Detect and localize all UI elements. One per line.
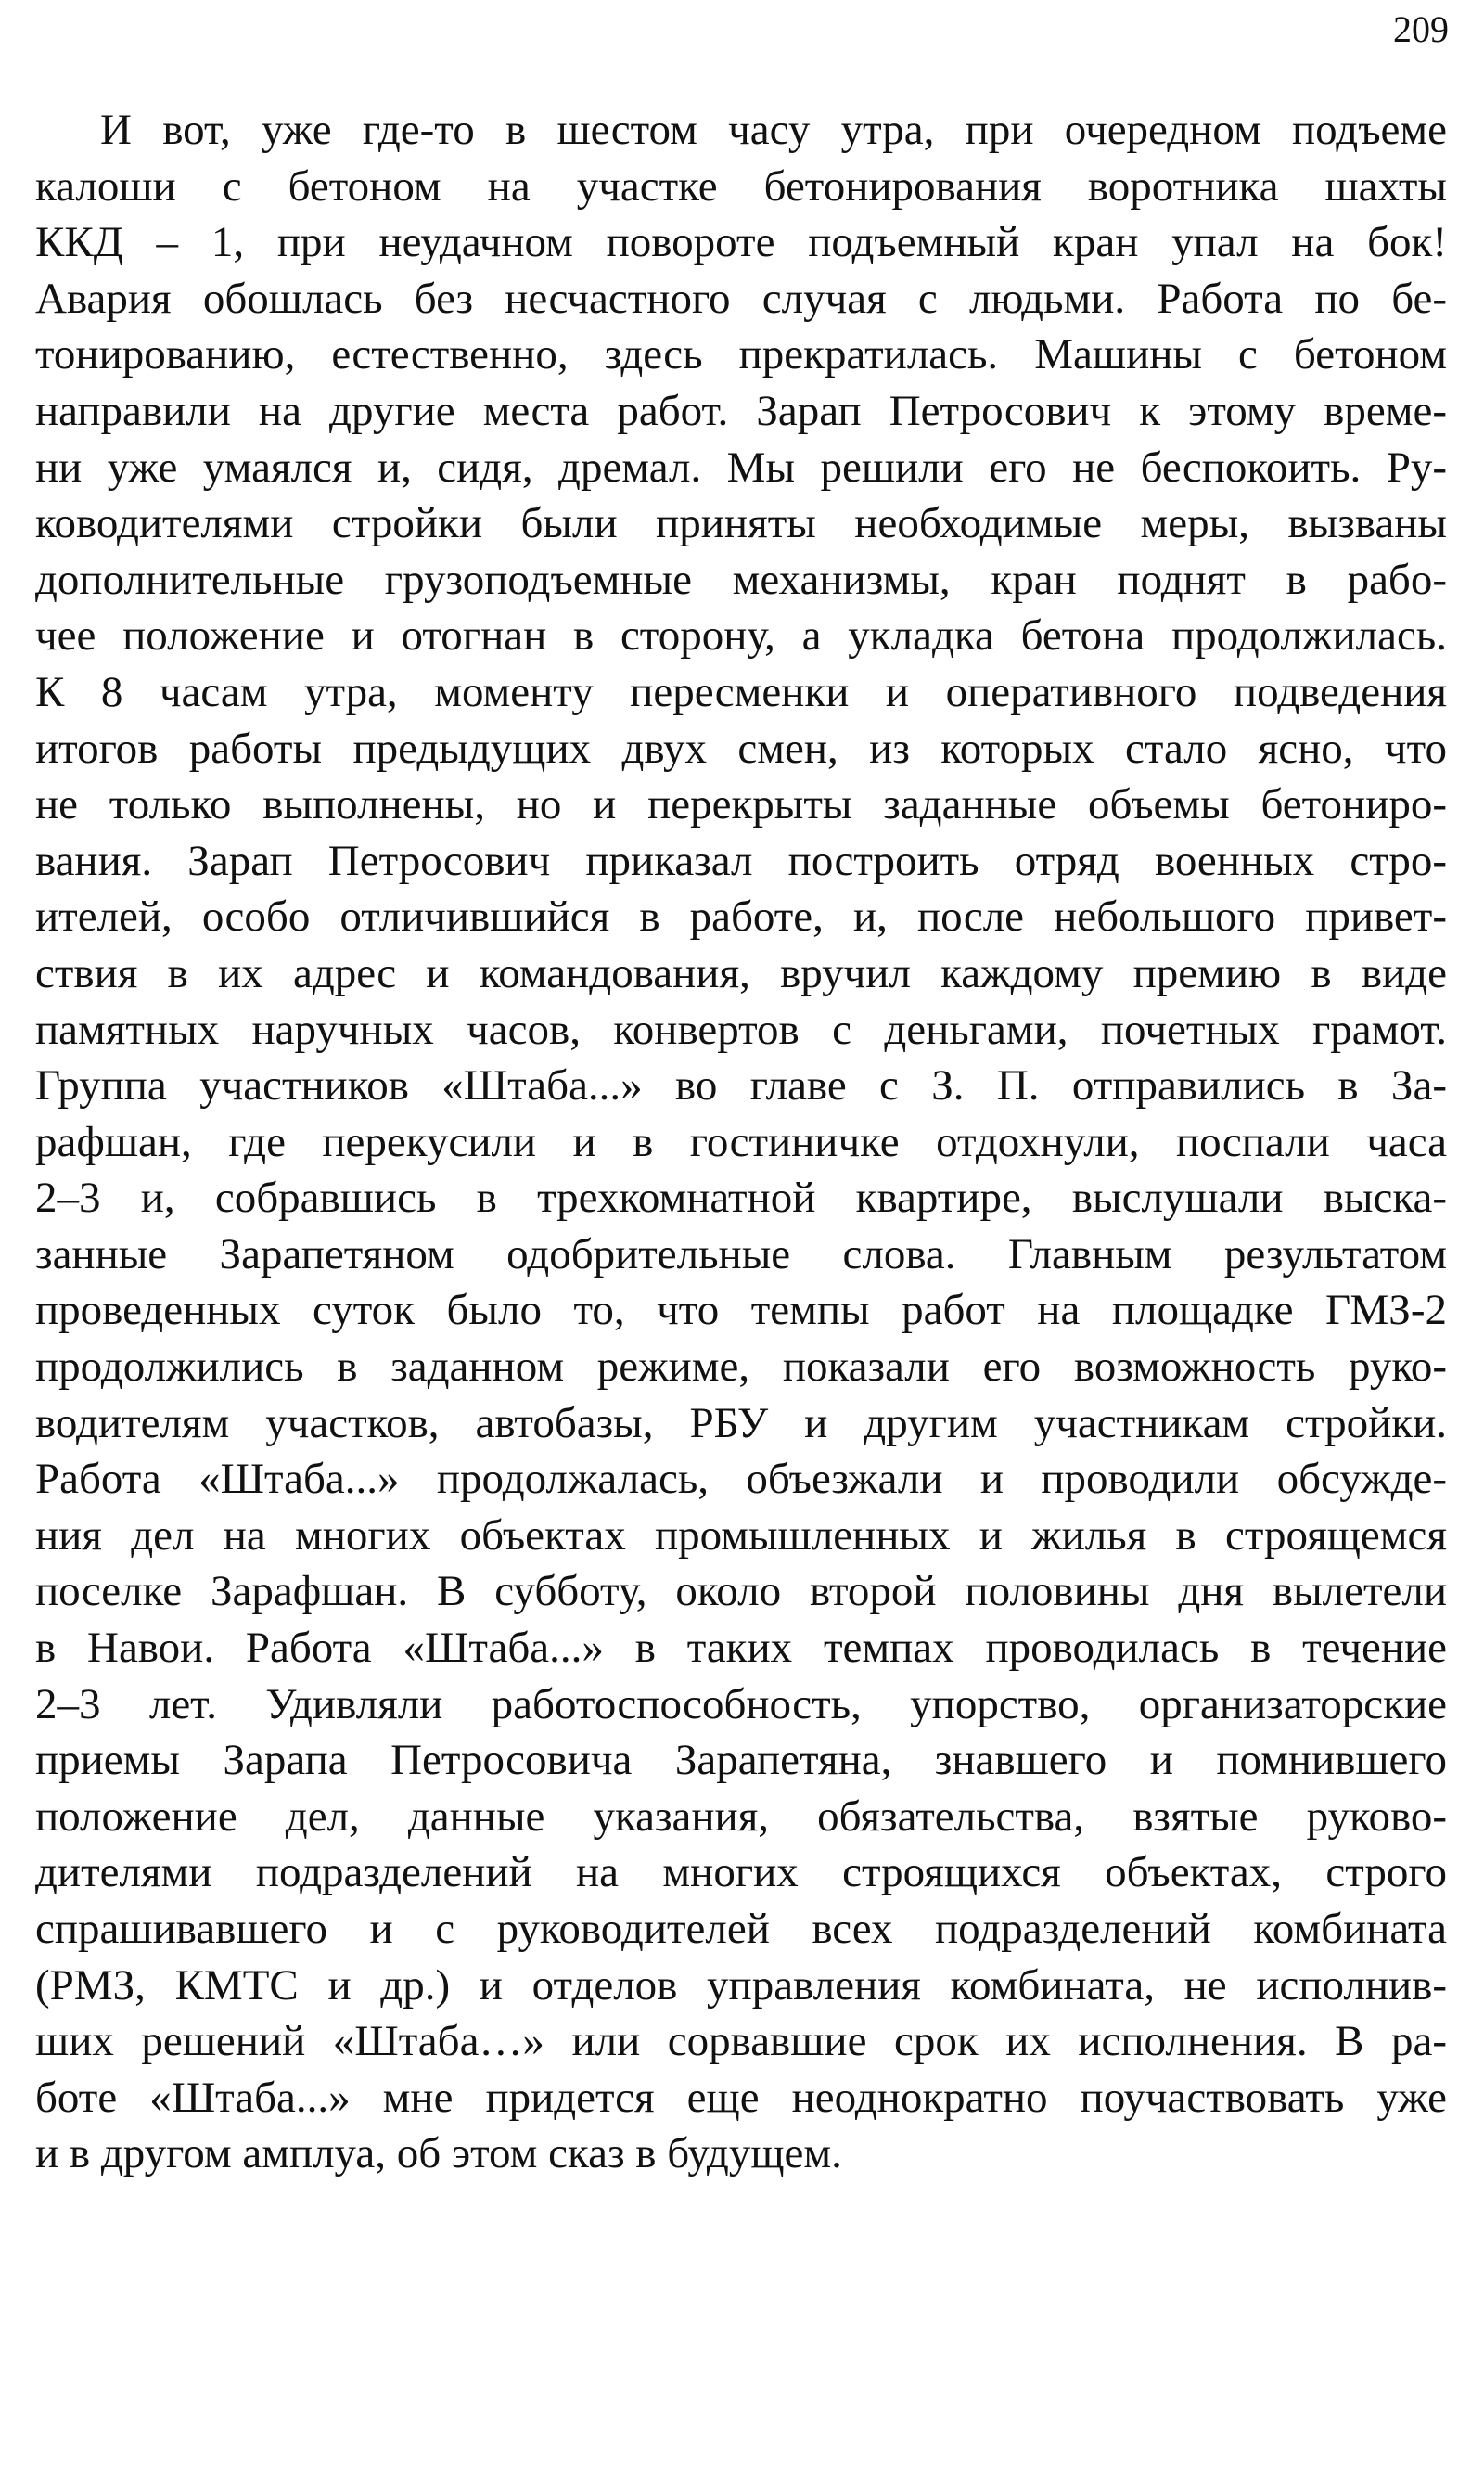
body-paragraph xyxy=(35,102,1447,2182)
text-line: поселке Зарафшан. В субботу, около второй половины дня вылетели xyxy=(35,1567,1447,1616)
page-number: 209 xyxy=(1393,8,1449,50)
text-line: ших решений «Штаба…» или сорвавшие срок их исполнения. В ра- xyxy=(35,2017,1447,2066)
text-line: памятных наручных часов, конвертов с деньгами, почетных грамот. xyxy=(35,1005,1447,1054)
text-line: спрашивавшего и с руководителей всех подразделений комбината xyxy=(35,1905,1447,1953)
text-line: 2–3 и, собравшись в трехкомнатной квартире, выслушали выска- xyxy=(35,1174,1447,1223)
text-line: занные Зарапетяном одобрительные слова. Главным результатом xyxy=(35,1229,1447,1278)
text-line: ствия в их адрес и командования, вручил каждому премию в виде xyxy=(35,948,1447,997)
text-line: положение дел, данные указания, обязательства, взятые руково- xyxy=(35,1792,1447,1841)
text-line: ководителями стройки были приняты необходимые меры, вызваны xyxy=(35,499,1447,548)
text-line: итогов работы предыдущих двух смен, из которых стало ясно, что xyxy=(35,724,1447,773)
text-line: И вот, уже где-то в шестом часу утра, при очередном подъеме xyxy=(100,106,1447,154)
text-line: рафшан, где перекусили и в гостиничке отдохнули, поспали часа xyxy=(35,1117,1447,1166)
text-line: не только выполнены, но и перекрыты заданные объемы бетониро- xyxy=(35,780,1447,829)
text-line: проведенных суток было то, что темпы работ на площадке ГМЗ-2 xyxy=(35,1286,1447,1335)
text-line: вания. Зарап Петросович приказал построить отряд военных стро- xyxy=(35,836,1447,885)
text-line: дителями подразделений на многих строящихся объектах, строго xyxy=(35,1848,1447,1897)
text-line: продолжились в заданном режиме, показали его возможность руко- xyxy=(35,1342,1447,1392)
text-line: К 8 часам утра, моменту пересменки и оперативного подведения xyxy=(35,667,1447,716)
text-line: (РМЗ, КМТС и др.) и отделов управления комбината, не исполнив- xyxy=(35,1960,1447,2010)
text-line: приемы Зарапа Петросовича Зарапетяна, знавшего и помнившего xyxy=(35,1736,1447,1785)
text-line: направили на другие места работ. Зарап Петросович к этому време- xyxy=(35,386,1447,435)
text-line: чее положение и отогнан в сторону, а укладка бетона продолжилась. xyxy=(35,611,1447,661)
text-line: 2–3 лет. Удивляли работоспособность, упорство, организаторские xyxy=(35,1679,1447,1728)
text-line: Группа участников «Штаба...» во главе с З. П. отправились в За- xyxy=(35,1061,1447,1111)
text-line: ни уже умаялся и, сидя, дремал. Мы решили его не беспокоить. Ру- xyxy=(35,443,1447,492)
text-line: ККД – 1, при неудачном повороте подъемный кран упал на бок! xyxy=(35,218,1447,267)
text-line: дополнительные грузоподъемные механизмы, кран поднят в рабо- xyxy=(35,555,1447,604)
text-line: Авария обошлась без несчастного случая с людьми. Работа по бе- xyxy=(35,274,1447,323)
text-line: боте «Штаба...» мне придется еще неоднократно поучаствовать уже xyxy=(35,2073,1447,2122)
text-line: ителей, особо отличившийся в работе, и, после небольшого привет- xyxy=(35,893,1447,942)
text-line: Работа «Штаба...» продолжалась, объезжали и проводили обсужде- xyxy=(35,1455,1447,1504)
text-line: и в другом амплуа, об этом сказ в будущем. xyxy=(35,2129,842,2178)
text-line: калоши с бетоном на участке бетонирования воротника шахты xyxy=(35,161,1447,211)
text-line: ния дел на многих объектах промышленных и жилья в строящемся xyxy=(35,1510,1447,1560)
text-line: водителям участков, автобазы, РБУ и другим участникам стройки. xyxy=(35,1398,1447,1447)
text-line: тонированию, естественно, здесь прекратилась. Машины с бетоном xyxy=(35,330,1447,379)
text-line: в Навои. Работа «Штаба...» в таких темпах проводилась в течение xyxy=(35,1624,1447,1673)
